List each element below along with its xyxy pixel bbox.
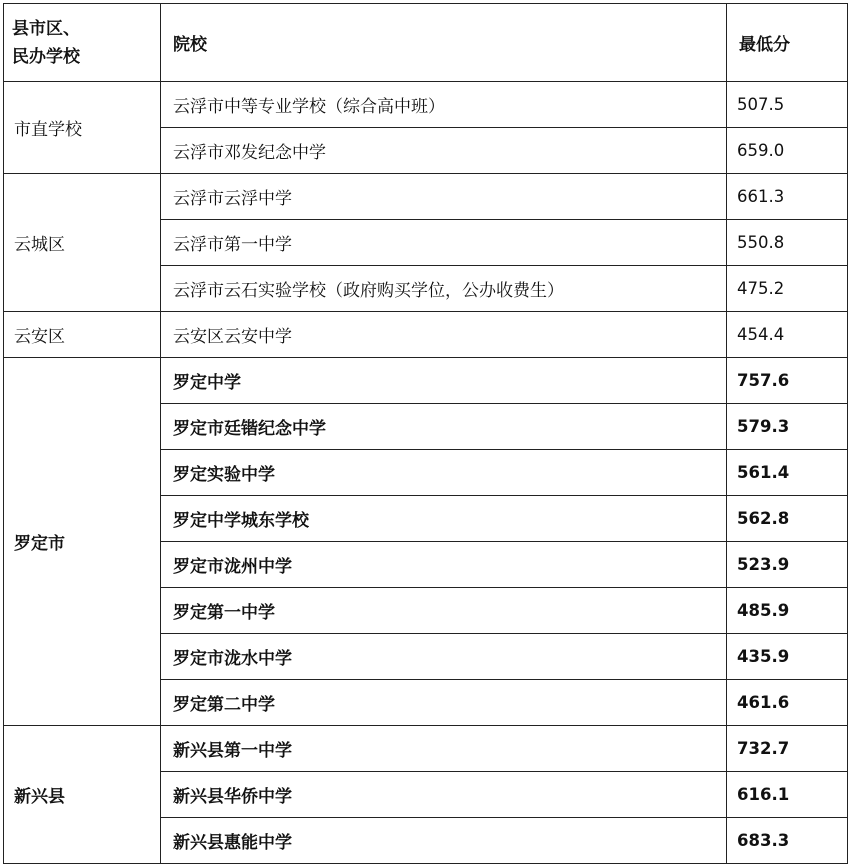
header-row [4, 4, 848, 82]
score-cell: 732.7 [727, 726, 848, 772]
school-cell: 云安区云安中学 [161, 312, 727, 358]
school-cell: 云浮市云石实验学校（政府购买学位，公办收费生） [161, 266, 727, 312]
score-cell: 435.9 [727, 634, 848, 680]
header-district-line2: 民办学校 [12, 46, 80, 67]
school-cell: 罗定中学 [161, 358, 727, 404]
school-cell: 罗定市廷锴纪念中学 [161, 404, 727, 450]
school-cell: 云浮市云浮中学 [161, 174, 727, 220]
score-cell: 561.4 [727, 450, 848, 496]
school-cell: 新兴县惠能中学 [161, 818, 727, 864]
header-score: 最低分 [727, 4, 848, 82]
table-row [4, 358, 848, 404]
school-cell: 罗定第二中学 [161, 680, 727, 726]
school-cell: 云浮市第一中学 [161, 220, 727, 266]
school-cell: 罗定实验中学 [161, 450, 727, 496]
score-cell: 661.3 [727, 174, 848, 220]
table-row [4, 82, 848, 128]
header-school: 院校 [161, 4, 727, 82]
district-cell: 新兴县 [4, 726, 161, 864]
score-cell: 757.6 [727, 358, 848, 404]
min-score-table [3, 3, 848, 864]
score-cell: 507.5 [727, 82, 848, 128]
score-cell: 562.8 [727, 496, 848, 542]
school-cell: 罗定市泷州中学 [161, 542, 727, 588]
school-cell: 新兴县华侨中学 [161, 772, 727, 818]
header-district-line1: 县市区、 [12, 18, 80, 39]
school-cell: 云浮市中等专业学校（综合高中班） [161, 82, 727, 128]
school-cell: 罗定中学城东学校 [161, 496, 727, 542]
score-table-container [3, 3, 847, 864]
district-cell: 市直学校 [4, 82, 161, 174]
score-cell: 683.3 [727, 818, 848, 864]
header-district [4, 4, 161, 82]
table-row [4, 174, 848, 220]
score-cell: 550.8 [727, 220, 848, 266]
school-cell: 罗定市泷水中学 [161, 634, 727, 680]
school-cell: 罗定第一中学 [161, 588, 727, 634]
district-cell: 云城区 [4, 174, 161, 312]
school-cell: 新兴县第一中学 [161, 726, 727, 772]
school-cell: 云浮市邓发纪念中学 [161, 128, 727, 174]
score-cell: 475.2 [727, 266, 848, 312]
table-row [4, 726, 848, 772]
score-cell: 616.1 [727, 772, 848, 818]
district-cell: 云安区 [4, 312, 161, 358]
table-row [4, 312, 848, 358]
district-cell: 罗定市 [4, 358, 161, 726]
score-cell: 485.9 [727, 588, 848, 634]
score-cell: 461.6 [727, 680, 848, 726]
score-cell: 579.3 [727, 404, 848, 450]
score-cell: 523.9 [727, 542, 848, 588]
score-cell: 454.4 [727, 312, 848, 358]
score-cell: 659.0 [727, 128, 848, 174]
